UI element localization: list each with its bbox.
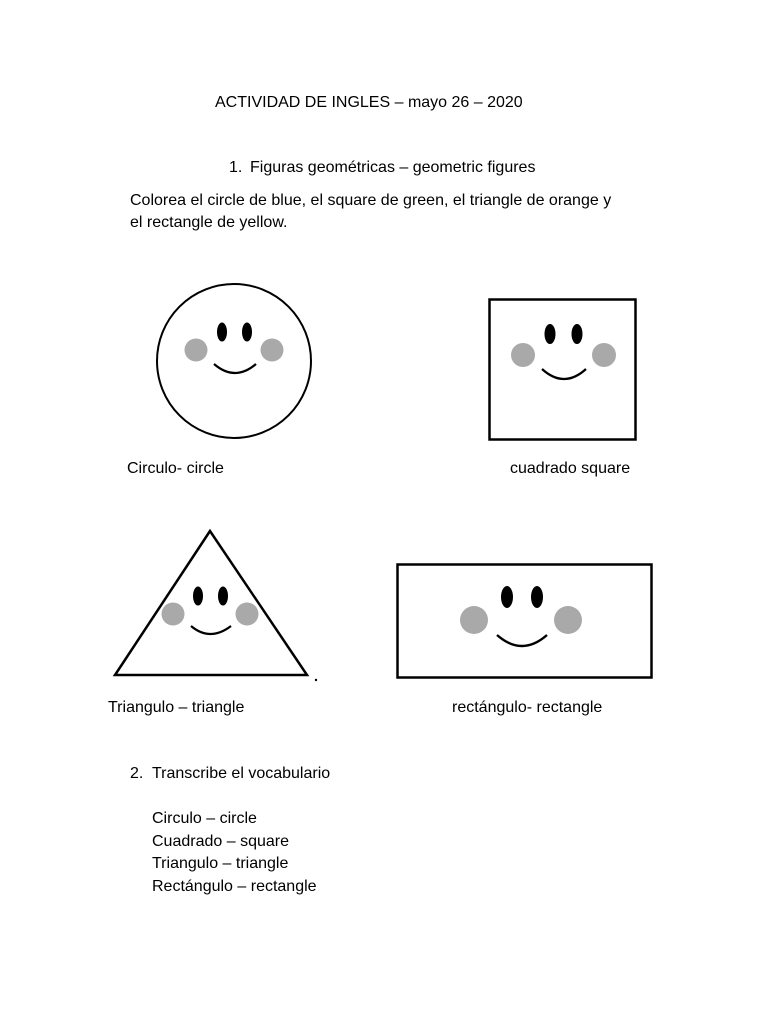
- smiley-triangle-icon: [110, 528, 322, 686]
- section1-number: 1.: [229, 159, 243, 176]
- label-square: cuadrado square: [510, 460, 631, 477]
- vocabulary-item-rectangle: Rectángulo – rectangle: [152, 877, 317, 895]
- smiley-rectangle-icon: [396, 563, 654, 680]
- vocabulary-item-circle: Circulo – circle: [152, 810, 257, 827]
- instruction-line-1: Colorea el circle de blue, el square de green, el triangle de orange y: [130, 192, 612, 209]
- vocabulary-item-square: Cuadrado – square: [152, 832, 289, 850]
- vocabulary-item-triangle: Triangulo – triangle: [152, 855, 289, 872]
- smiley-square-icon: [488, 298, 638, 441]
- section2-number: 2.: [130, 765, 144, 782]
- label-rectangle: rectángulo- rectangle: [452, 699, 603, 716]
- label-triangle: Triangulo – triangle: [108, 699, 245, 716]
- label-circle: Circulo- circle: [127, 460, 224, 477]
- smiley-circle-icon: [150, 278, 320, 448]
- instruction-line-2: el rectangle de yellow.: [130, 214, 288, 231]
- vocabulary-list: [152, 808, 317, 898]
- section2-heading: Transcribe el vocabulario: [152, 765, 331, 782]
- page-title: ACTIVIDAD DE INGLES – mayo 26 – 2020: [215, 94, 523, 111]
- instruction-text: [130, 190, 690, 234]
- section1-heading: Figuras geométricas – geometric figures: [250, 159, 536, 176]
